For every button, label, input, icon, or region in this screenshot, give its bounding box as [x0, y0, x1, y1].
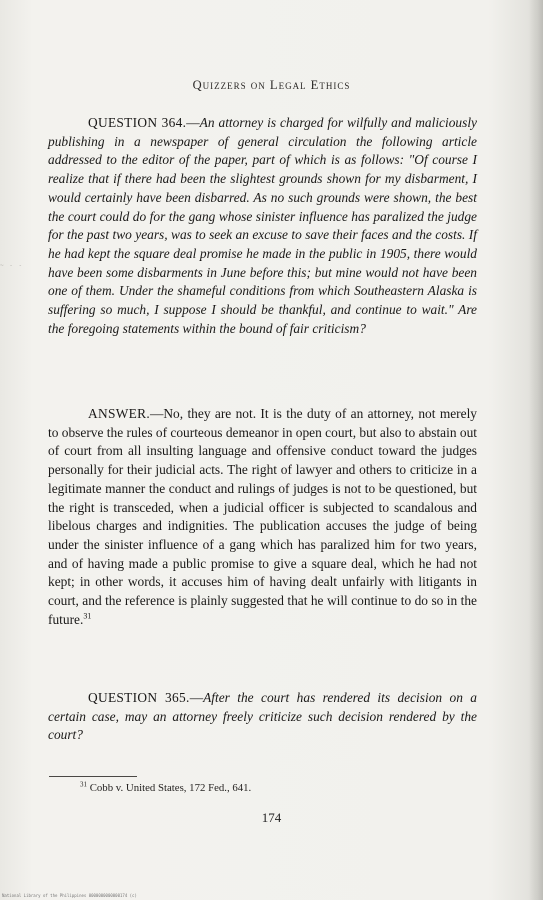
footnote-divider	[49, 776, 137, 777]
answer-364-text: No, they are not. It is the duty of an attorney, not merely to observe the rules of courteous demeanor in open court, but also to abstain out of court from all insulting language and offensive conduct toward the judges personally for their judicial acts. The right of lawyer and others to criticize in a legitimate manner the conduct and rulings of judges is not to be questioned, but the right is transceded, when a judicial officer is subjected to scandalous and libelous charges and indignities. The publication accuses the judge of being under the sinister influence of a gang which has paralized him for two years, and of having made a public promise to give a square deal, which he had not kept; in other words, it accuses him of having dealt unfairly with litigants in court, and the reference is plainly suggested that he will continue to do so in the future.	[48, 406, 477, 627]
library-stamp: National Library of the Philippines 0000000000000174 (c)	[2, 893, 137, 898]
question-365-lead: QUESTION 365.	[88, 690, 190, 705]
question-364-paragraph	[48, 114, 477, 338]
question-365-paragraph	[48, 689, 477, 745]
answer-364-paragraph	[48, 405, 477, 629]
footnote	[80, 782, 251, 794]
scan-artifact: ~ - -	[0, 262, 24, 269]
question-365-dash: —	[189, 690, 204, 705]
page-number: 174	[261, 810, 282, 825]
footnote-reference: 31	[83, 611, 92, 621]
question-364-dash: —	[186, 115, 200, 130]
footnote-text: Cobb v. United States, 172 Fed., 641.	[89, 782, 252, 794]
answer-364-lead: ANSWER.	[88, 406, 150, 421]
question-365-text: After the court has rendered its decision on a certain case, may an attorney freely criticize such decision rendered by the court?	[48, 690, 477, 743]
answer-364-dash: —	[150, 406, 164, 421]
question-364-lead: QUESTION 364.	[88, 115, 187, 130]
answer-364-block	[48, 405, 477, 629]
question-364-text: An attorney is charged for wilfully and maliciously publishing in a newspaper of general circulation the following article addressed to the editor of the paper, part of which is as follows: "Of course I realize that if there had been the slightest grounds shown for my disbarment, I would certainly have been disbarred. As no such grounds were shown, the best the court could do for the gang whose sinister influence has paralized the judge for the past two years, was to seek an excuse to save their faces and the costs. If he had kept the square deal promise he made in the public in 1905, there would have been some disbarments in June before this; but mine would not have been one of them. Under the shameful conditions from which Southeastern Alaska is suffering so much, I suppose I should be thankful, and continue to wait." Are the foregoing statements within the bound of fair criticism?	[48, 115, 477, 336]
question-365-block	[48, 689, 477, 745]
footnote-number: 31	[80, 780, 87, 789]
page-edge-shadow	[529, 0, 543, 900]
question-364-block	[48, 114, 477, 338]
running-header: Quizzers on Legal Ethics	[192, 78, 351, 92]
